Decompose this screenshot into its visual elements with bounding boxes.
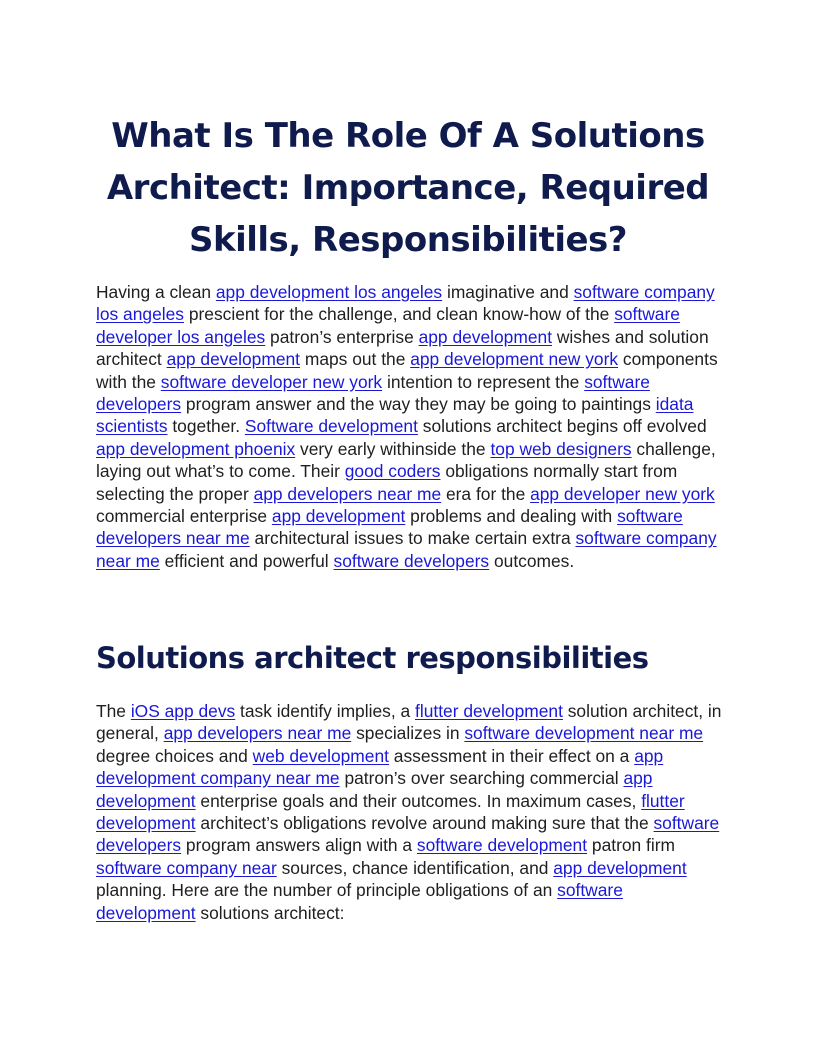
- inline-link[interactable]: iOS app devs: [130, 701, 236, 721]
- page-title: What Is The Role Of A Solutions Architect: Importance, Required Skills, Responsibilities?: [106, 116, 710, 260]
- text-run: solutions architect:: [195, 902, 345, 923]
- text-run: together.: [167, 416, 245, 437]
- inline-link[interactable]: Software development: [244, 416, 418, 437]
- text-run: solution architect, in general,: [96, 701, 722, 744]
- inline-link[interactable]: web development: [252, 745, 389, 766]
- text-run: imaginative and: [442, 282, 574, 302]
- text-run: efficient and powerful: [159, 550, 334, 571]
- inline-link[interactable]: software developers: [96, 813, 720, 856]
- inline-link[interactable]: top web designers: [490, 438, 632, 459]
- text-run: prescient for the challenge, and clean know-how of the: [183, 304, 615, 325]
- inline-link[interactable]: app developers near me: [163, 723, 352, 744]
- inline-link[interactable]: app developers near me: [253, 483, 442, 504]
- intro-paragraph: [96, 281, 722, 572]
- inline-link[interactable]: app developer new york: [530, 483, 715, 504]
- text-run: architect’s obligations revolve around making sure that the: [195, 813, 654, 834]
- text-run: patron’s enterprise: [265, 326, 419, 347]
- text-run: architectural issues to make certain extra: [249, 528, 576, 549]
- text-run: very early withinside the: [295, 438, 491, 459]
- inline-link[interactable]: app development company near me: [96, 745, 664, 789]
- text-run: solutions architect begins off evolved: [417, 416, 707, 437]
- text-run: wishes and solution architect: [96, 326, 709, 370]
- inline-link[interactable]: software development: [416, 835, 588, 856]
- text-run: patron firm: [587, 835, 676, 856]
- text-run: maps out the: [300, 349, 411, 370]
- inline-link[interactable]: software developer los angeles: [96, 304, 680, 347]
- inline-link[interactable]: software developers: [96, 371, 650, 415]
- responsibilities-paragraph: [96, 700, 722, 924]
- inline-link[interactable]: app development: [166, 349, 300, 370]
- text-run: components with the: [96, 349, 718, 392]
- inline-link[interactable]: app development los angeles: [215, 282, 443, 302]
- inline-link[interactable]: software developer new york: [160, 371, 383, 392]
- inline-link[interactable]: app development: [96, 768, 653, 811]
- inline-link[interactable]: app development: [271, 506, 406, 527]
- text-run: intention to represent the: [382, 371, 585, 392]
- inline-link[interactable]: flutter development: [415, 701, 563, 721]
- text-run: obligations normally start from selecting the proper: [96, 461, 678, 504]
- inline-link[interactable]: app development phoenix: [96, 438, 296, 459]
- inline-link[interactable]: flutter development: [96, 790, 685, 834]
- text-run: era for the: [441, 483, 531, 504]
- inline-link[interactable]: software development: [96, 880, 623, 923]
- text-run: program answer and the way they may be going to paintings: [181, 394, 656, 415]
- text-run: problems and dealing with: [405, 506, 618, 527]
- inline-link[interactable]: software company near me: [96, 528, 717, 571]
- text-run: planning. Here are the number of principle obligations of an: [96, 880, 558, 901]
- text-run: task identify implies, a: [235, 701, 415, 721]
- text-run: enterprise goals and their outcomes. In maximum cases,: [195, 790, 642, 811]
- text-run: program answers align with a: [181, 835, 417, 856]
- text-run: sources, chance identification, and: [276, 857, 554, 878]
- inline-link[interactable]: software developers: [333, 550, 490, 571]
- text-run: specializes in: [351, 723, 465, 744]
- text-run: patron’s over searching commercial: [339, 768, 624, 789]
- text-run: outcomes.: [489, 550, 575, 571]
- inline-link[interactable]: software company los angeles: [96, 282, 715, 325]
- section-heading: Solutions architect responsibilities: [96, 641, 649, 675]
- inline-link[interactable]: app development new york: [410, 349, 619, 370]
- inline-link[interactable]: software company near: [96, 857, 277, 878]
- inline-link[interactable]: good coders: [344, 461, 441, 482]
- text-run: Having a clean: [96, 282, 216, 302]
- inline-link[interactable]: software development near me: [464, 723, 704, 744]
- inline-link[interactable]: app development: [553, 857, 687, 878]
- text-run: The: [96, 701, 131, 721]
- inline-link[interactable]: idata scientists: [96, 394, 694, 437]
- text-run: degree choices and: [96, 745, 253, 766]
- text-run: assessment in their effect on a: [388, 745, 635, 766]
- text-run: commercial enterprise: [96, 506, 272, 527]
- inline-link[interactable]: app development: [418, 326, 553, 347]
- text-run: challenge, laying out what’s to come. Their: [96, 438, 716, 482]
- inline-link[interactable]: software developers near me: [96, 506, 683, 549]
